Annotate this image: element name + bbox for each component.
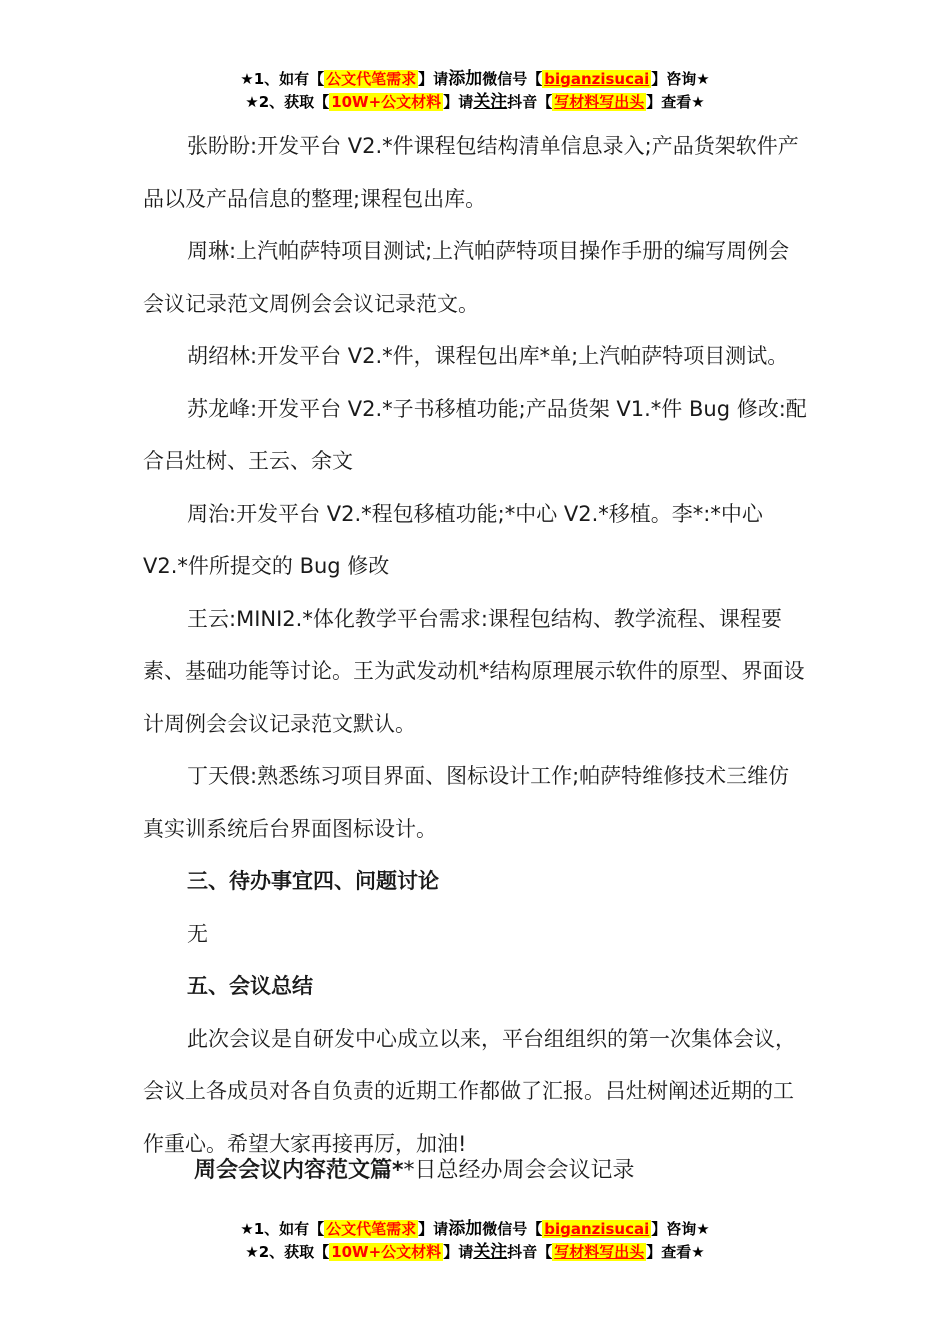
banner-line-2: ★2、获取【 10W+公文材料 】请关注抖音【 写材料写出头 】查看★	[245, 92, 705, 112]
paragraph: 无	[187, 921, 208, 946]
douyin-account[interactable]: 写材料写出头	[554, 93, 645, 111]
paragraph: 张盼盼:开发平台 V2.*件课程包结构清单信息录入;产品货架软件产品以及产品信息的整理;课程包出库。	[143, 134, 799, 211]
douyin-account[interactable]: 写材料写出头	[554, 1243, 645, 1261]
highlight-materials: 10W+公文材料	[331, 93, 442, 111]
banner-line-1: ★1、如有【 公文代笔需求 】请添加微信号【 biganzisucai 】咨询★	[240, 1219, 710, 1239]
article-title: 周会会议内容范文篇**日总经办周会会议记录	[194, 1158, 635, 1183]
highlight-ghost-writing: 公文代笔需求	[326, 1220, 417, 1238]
banner-line-2: ★2、获取【 10W+公文材料 】请关注抖音【 写材料写出头 】查看★	[245, 1242, 705, 1262]
highlight-materials: 10W+公文材料	[331, 1243, 442, 1261]
paragraph: 王云:MINI2.*体化教学平台需求:课程包结构、教学流程、课程要素、基础功能等讨论。王为武发动机*结构原理展示软件的原型、界面设计周例会会议记录范文默认。	[143, 606, 805, 736]
paragraph: 周治:开发平台 V2.*程包移植功能;*中心 V2.*移植。李*:*中心 V2.*件所提交的 Bug 修改	[143, 501, 763, 578]
paragraph: 丁天偎:熟悉练习项目界面、图标设计工作;帕萨特维修技术三维仿真实训系统后台界面图标设计。	[143, 764, 790, 841]
document-body	[143, 120, 808, 1170]
section-heading: 三、待办事宜四、问题讨论	[187, 869, 439, 893]
paragraph: 此次会议是自研发中心成立以来，平台组组织的第一次集体会议，会议上各成员对各自负责的近期工作都做了汇报。吕灶树阐述近期的工作重心。希望大家再接再厉，加油!	[143, 1026, 796, 1156]
paragraph: 周琳:上汽帕萨特项目测试;上汽帕萨特项目操作手册的编写周例会会议记录范文周例会会议记录范文。	[143, 239, 790, 316]
wechat-id[interactable]: biganzisucai	[544, 70, 650, 88]
section-heading: 五、会议总结	[187, 974, 313, 998]
top-banner	[0, 68, 950, 114]
wechat-id[interactable]: biganzisucai	[544, 1220, 650, 1238]
banner-line-1: ★1、如有【 公文代笔需求 】请添加微信号【 biganzisucai 】咨询★	[240, 69, 710, 89]
highlight-ghost-writing: 公文代笔需求	[326, 70, 417, 88]
bottom-banner	[0, 1218, 950, 1264]
paragraph: 胡绍林:开发平台 V2.*件，课程包出库*单;上汽帕萨特项目测试。	[187, 344, 789, 368]
paragraph: 苏龙峰:开发平台 V2.*子书移植功能;产品货架 V1.*件 Bug 修改:配合吕灶树、王云、余文	[143, 396, 807, 473]
